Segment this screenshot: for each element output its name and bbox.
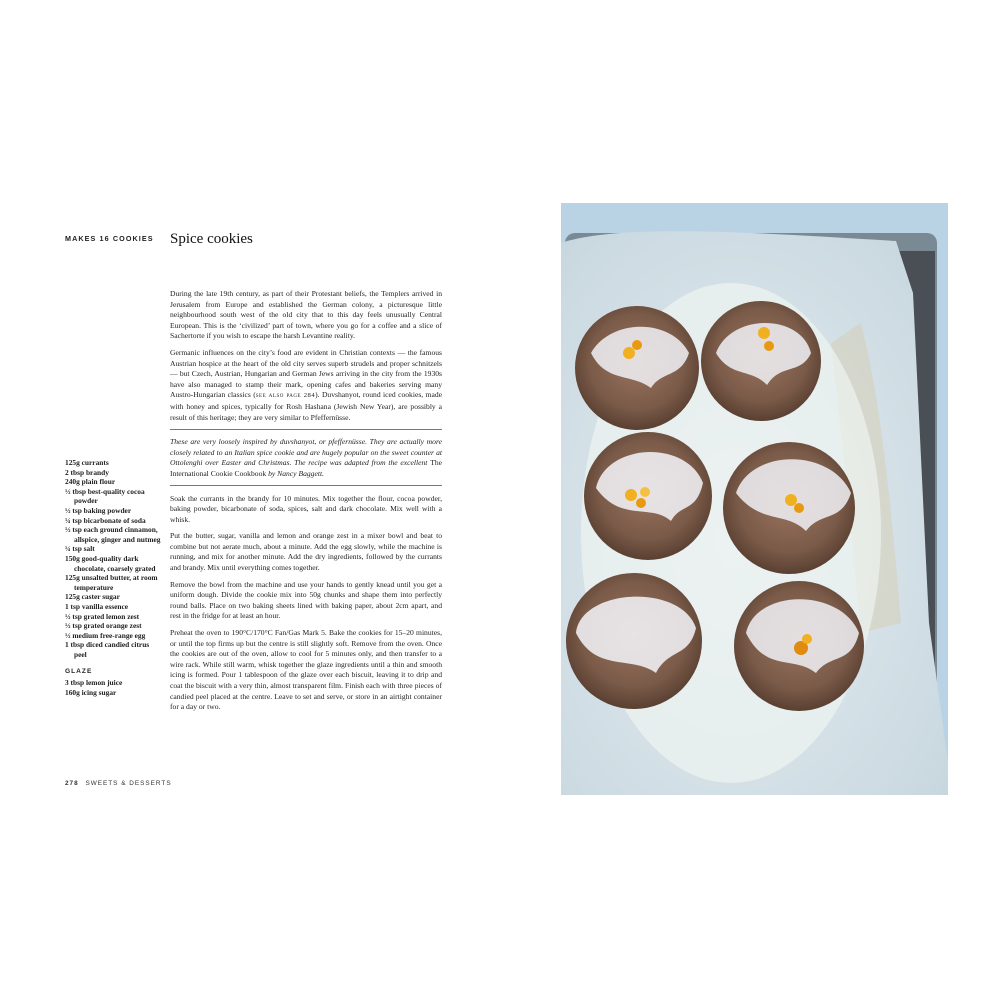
ingredient: ½ tsp grated orange zest xyxy=(65,621,142,631)
ingredient: ¼ tsp salt xyxy=(65,544,95,554)
ingredient: 2 tbsp brandy xyxy=(65,467,109,477)
ingredient: ½ tsp each ground cinnamon, allspice, ginger and nutmeg xyxy=(65,525,161,544)
book-title: The International Cookie Cookbook xyxy=(170,458,442,478)
method-step-1: Soak the currants in the brandy for 10 minutes. Mix together the flour, cocoa powder, baking powder, bicarbonate of soda, spices, salt and dark chocolate. Mix well with a whisk. xyxy=(170,493,442,524)
ingredient: ½ tbsp best-quality cocoa powder xyxy=(65,486,145,506)
cookie xyxy=(575,306,699,430)
cookie xyxy=(566,573,702,709)
ingredient: 150g good-quality dark chocolate, coarsely grated xyxy=(65,553,156,573)
divider-top xyxy=(170,429,442,430)
glaze-ingredient: 160g icing sugar xyxy=(65,687,117,697)
intro-paragraph-2: Germanic influences on the city’s food are evident in Christian contexts — the famous Austrian hospice at the heart of the old city serves superb strudels and proper schnitzels — but Czech, Austrian, Hungarian and German Jews arriving in the city from the 1930s have also managed to stamp their mark, opening cafes and bakeries serving many Austro-Hungarian classics (see also page 284). Duvshanyot, round iced cookies, made with honey and spices, typically for Rosh Hashana (Jewish New Year), are possibly a result of this heritage; they are very similar to Pfeffernüsse. xyxy=(170,347,442,422)
method-step-3: Remove the bowl from the machine and use your hands to gently knead until you get a uniform dough. Divide the cookie mix into 50g chunks and shape them into perfectly round balls. Place on two baking sheets lined with baking paper, about 2cm apart, and rest in the fridge for at least an hour. xyxy=(170,579,442,621)
ingredient: 1 tbsp diced candied citrus peel xyxy=(65,640,150,659)
cookie xyxy=(584,432,712,560)
intro-paragraph-1: During the late 19th century, as part of their Protestant beliefs, the Templers arrived in Jerusalem from Europe and established the German colony, a picturesque little neighbourhood south west of the old city that to this day feels unusually Central European. This is the ‘civilized’ part of town, where you go for a coffee and a slice of Sachertorte if you wish to escape the harsh Levantine reality. xyxy=(170,289,442,341)
ingredient: 125g currants xyxy=(65,458,109,467)
ingredient: 125g caster sugar xyxy=(65,592,120,602)
ingredient: ¼ tsp bicarbonate of soda xyxy=(65,515,146,525)
text-column xyxy=(170,289,442,719)
cookie-photo xyxy=(561,203,948,795)
note-block xyxy=(170,429,442,485)
ingredient: 240g plain flour xyxy=(65,477,116,487)
section-name: SWEETS & DESSERTS xyxy=(85,780,172,787)
divider-bottom xyxy=(170,485,442,486)
cross-reference: see also page 284 xyxy=(255,392,316,400)
cookie xyxy=(701,301,821,421)
method-step-4: Preheat the oven to 190°C/170°C Fan/Gas Mark 5. Bake the cookies for 15–20 minutes, or until the top firms up but the centre is still slightly soft. Remove from the oven. Once the cookies are out of the oven, allow to cool for 5 minutes only, and then transfer to a wire rack. While still warm, whisk together the glaze ingredients until a thin and smooth icing is formed. Pour 1 tablespoon of the glaze over each biscuit, leaving it to drip and coat the biscuit with a very thin, almost transparent film. Finish each with three pieces of candied peel placed at the centre. Leave to set and serve, or store in an airtight container for a day or two. xyxy=(170,628,442,712)
ingredient: ½ medium free-range egg xyxy=(65,630,146,640)
yield-label: MAKES 16 COOKIES xyxy=(65,234,154,243)
page-footer xyxy=(65,780,172,787)
ingredient: ½ tsp grated lemon zest xyxy=(65,611,140,621)
cookie xyxy=(734,581,864,711)
method-step-2: Put the butter, sugar, vanilla and lemon and orange zest in a mixer bowl and beat to combine but not aerate much, about a minute. Add the egg slowly, while the machine is running, and mix for another minute. Add the dry ingredients, followed by the currants and brandy. Mix until everything comes together. xyxy=(170,531,442,573)
glaze-ingredient: 3 tbsp lemon juice xyxy=(65,678,123,688)
ingredient: 1 tsp vanilla essence xyxy=(65,601,129,611)
ingredient: 125g unsalted butter, at room temperature xyxy=(65,573,158,592)
cookie xyxy=(723,442,855,574)
ingredient: ½ tsp baking powder xyxy=(65,505,132,515)
left-page xyxy=(38,203,558,795)
glaze-heading: GLAZE xyxy=(65,668,93,676)
recipe-title: Spice cookies xyxy=(170,231,253,247)
book-spread xyxy=(38,203,948,795)
headnote: These are very loosely inspired by duvshanyot, or pfeffernüsse. They are actually more closely related to an Italian spice cookie and are hugely popular on the sweet counter at Ottolenghi over Easter and Christmas. The recipe was adapted from the excellent The International Cookie Cookbook by Nancy Baggett. xyxy=(170,437,442,478)
ingredients-list xyxy=(65,458,163,697)
page-number: 278 xyxy=(65,780,79,787)
